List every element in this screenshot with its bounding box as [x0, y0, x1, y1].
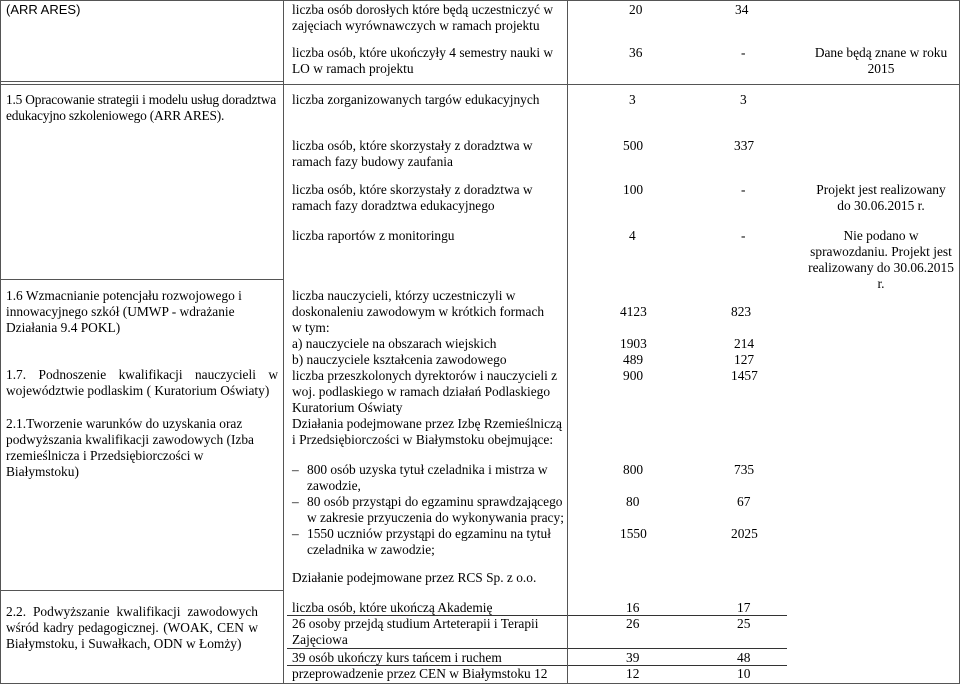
row-divider — [287, 648, 787, 649]
indicator-label: a) nauczyciele na obszarach wiejskich — [292, 336, 497, 351]
row-divider — [287, 665, 787, 666]
bullet-item: 800 osób uzyska tytuł czeladnika i mistrza w zawodzie, — [307, 462, 548, 493]
table-border — [0, 590, 283, 591]
action-1-5: 1.5 Opracowanie strategii i modelu usług doradztwa edukacyjno szkoleniowego (ARR ARES). — [6, 92, 277, 123]
indicator-target: 4123 — [620, 304, 647, 319]
indicator-label: liczba zorganizowanych targów edukacyjnych — [292, 92, 540, 107]
indicator-note: Dane będą znane w roku 2015 — [814, 45, 948, 76]
bullet-dash: – — [292, 462, 299, 477]
bullet-item: 80 osób przystąpi do egzaminu sprawdzającego w zakresie przyuczenia do wykonywania pracy; — [307, 494, 564, 525]
indicator-actual: 2025 — [731, 526, 758, 541]
indicator-actual: 823 — [731, 304, 752, 319]
section-heading: Działania podejmowane przez Izbę Rzemieślniczą i Przedsiębiorczości w Białymstoku obejmujące: — [292, 416, 562, 447]
indicator-subheading: w tym: — [292, 320, 330, 335]
indicator-actual: - — [741, 45, 746, 60]
indicator-label: liczba nauczycieli, którzy uczestniczyli w doskonaleniu zawodowym w krótkich formach — [292, 288, 545, 319]
indicator-label: liczba osób dorosłych które będą uczestniczyć w zajęciach wyrównawczych w ramach projektu — [292, 2, 554, 33]
action-1-6: 1.6 Wzmacnianie potencjału rozwojowego i innowacyjnego szkół (UMWP - wdrażanie Działania 9.4 POKL) — [6, 288, 242, 335]
indicator-actual: 48 — [737, 650, 751, 665]
table-border — [567, 597, 568, 683]
indicator-target: 80 — [626, 494, 640, 509]
indicator-target: 1550 — [620, 526, 647, 541]
indicator-target: 800 — [623, 462, 644, 477]
table-border — [567, 0, 568, 684]
indicator-actual: 735 — [734, 462, 755, 477]
bullet-dash: – — [292, 494, 299, 509]
indicator-target: 900 — [623, 368, 644, 383]
table-border — [0, 0, 1, 684]
section-heading: Działanie podejmowane przez RCS Sp. z o.o. — [292, 570, 537, 585]
indicator-target: 36 — [629, 45, 643, 60]
table-border — [283, 0, 284, 684]
indicator-actual: 214 — [734, 336, 755, 351]
indicator-label: liczba osób, które ukończą Akademię — [292, 600, 493, 615]
row-divider — [287, 615, 787, 616]
indicator-target: 39 — [626, 650, 640, 665]
indicator-actual: 337 — [734, 138, 755, 153]
action-1-7: 1.7. Podnoszenie kwalifikacji nauczycieli w województwie podlaskim ( Kuratorium Oświaty) — [6, 367, 278, 398]
table-border — [0, 0, 960, 1]
bullet-item: 1550 uczniów przystąpi do egzaminu na tytuł czeladnika w zawodzie; — [307, 526, 551, 557]
table-border — [0, 81, 283, 82]
indicator-label: b) nauczyciele kształcenia zawodowego — [292, 352, 507, 367]
indicator-actual: 34 — [735, 2, 749, 17]
indicator-label: liczba osób, które ukończyły 4 semestry nauki w LO w ramach projektu — [292, 45, 554, 76]
indicator-actual: 67 — [737, 494, 751, 509]
indicator-target: 12 — [626, 666, 640, 681]
indicator-actual: 3 — [740, 92, 747, 107]
bullet-dash: – — [292, 526, 299, 541]
indicator-label: liczba raportów z monitoringu — [292, 228, 455, 243]
indicator-label: 39 osób ukończy kurs tańcem i ruchem — [292, 650, 502, 665]
indicator-target: 489 — [623, 352, 644, 367]
indicator-target: 4 — [629, 228, 636, 243]
indicator-actual: - — [741, 182, 746, 197]
indicator-label: liczba osób, które skorzystały z doradztwa w ramach fazy doradztwa edukacyjnego — [292, 182, 533, 213]
indicator-target: 500 — [623, 138, 644, 153]
cell-program-name: (ARR ARES) — [6, 2, 81, 17]
table-border — [0, 279, 283, 280]
indicator-target: 26 — [626, 616, 640, 631]
indicator-label: przeprowadzenie przez CEN w Białymstoku 12 — [292, 666, 548, 681]
indicator-target: 1903 — [620, 336, 647, 351]
action-2-1: 2.1.Tworzenie warunków do uzyskania oraz podwyższania kwalifikacji zawodowych (Izba rzemieślnicza i Przedsiębiorczości w Białymstoku) — [6, 416, 254, 479]
indicator-actual: 1457 — [731, 368, 758, 383]
table-border — [0, 84, 960, 85]
indicator-note: Projekt jest realizowany do 30.06.2015 r. — [816, 182, 946, 213]
indicator-actual: 127 — [734, 352, 755, 367]
indicator-actual: 10 — [737, 666, 751, 681]
indicator-actual: 25 — [737, 616, 751, 631]
indicator-target: 20 — [629, 2, 643, 17]
indicator-label: liczba przeszkolonych dyrektorów i nauczycieli z woj. podlaskiego w ramach działań Podlaskiego Kuratorium Oświaty — [292, 368, 558, 415]
action-2-2: 2.2. Podwyższanie kwalifikacji zawodowych wśród kadry pedagogicznej. (WOAK, CEN w Białymstoku, i Suwałkach, ODN w Łomży) — [6, 604, 258, 651]
indicator-target: 3 — [629, 92, 636, 107]
indicator-actual: 17 — [737, 600, 751, 615]
indicator-actual: - — [741, 228, 746, 243]
indicator-target: 100 — [623, 182, 644, 197]
indicator-note: Nie podano w sprawozdaniu. Projekt jest realizowany do 30.06.2015 r. — [808, 228, 954, 291]
indicator-label: 26 osoby przejdą studium Arteterapii i Terapii Zajęciowa — [292, 616, 539, 647]
indicator-target: 16 — [626, 600, 640, 615]
indicator-label: liczba osób, które skorzystały z doradztwa w ramach fazy budowy zaufania — [292, 138, 533, 169]
